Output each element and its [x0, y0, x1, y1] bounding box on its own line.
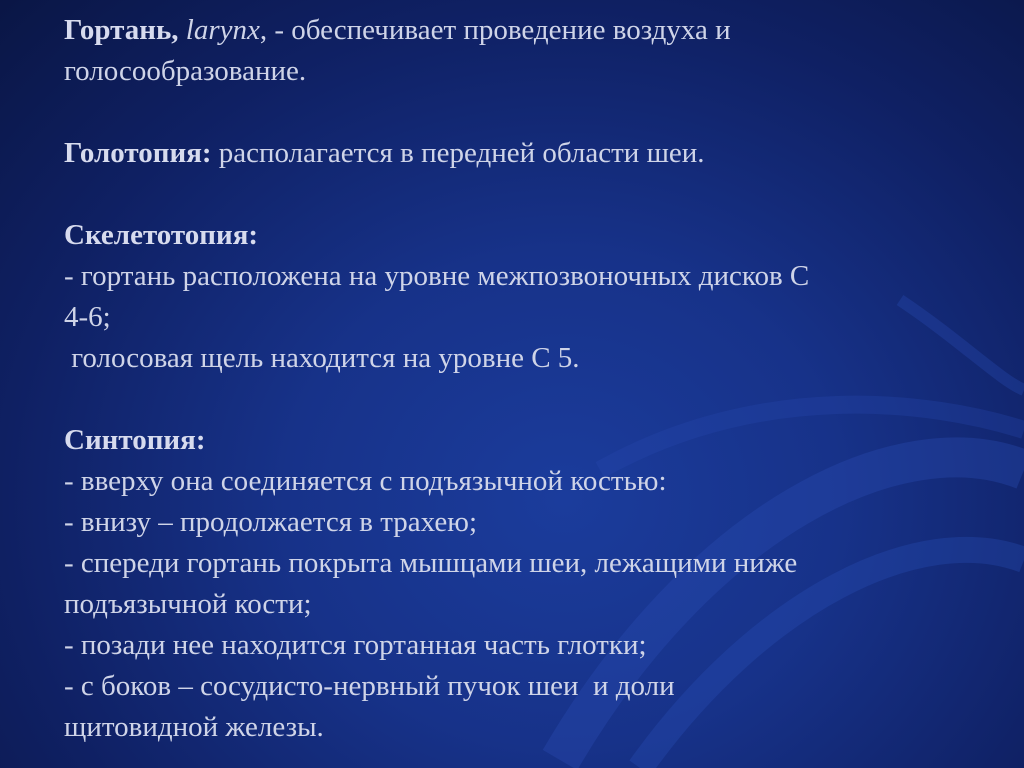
holotopy-heading: Голотопия:: [64, 137, 212, 169]
syntopy-line: подъязычной кости;: [64, 588, 312, 620]
intro-latin: larynx: [185, 14, 260, 46]
syntopy-line: - позади нее находится гортанная часть глотки;: [64, 629, 647, 661]
skeletotopy-line: - гортань расположена на уровне межпозвоночных дисков С: [64, 260, 810, 292]
holotopy-line: [64, 133, 964, 174]
intro-line-1: [64, 10, 964, 51]
intro-rest: , - обеспечивает проведение воздуха и: [259, 14, 731, 46]
syntopy-line: щитовидной железы.: [64, 711, 324, 743]
intro-line-2: голосообразование.: [64, 55, 307, 87]
intro-term: Гортань,: [64, 14, 179, 46]
skeletotopy-line: голосовая щель находится на уровне С 5.: [64, 342, 580, 374]
syntopy-line: - вверху она соединяется с подъязычной костью:: [64, 465, 667, 497]
skeletotopy-line: 4-6;: [64, 301, 111, 333]
syntopy-line: - внизу – продолжается в трахею;: [64, 506, 477, 538]
slide-text: [64, 10, 964, 748]
syntopy-line: - спереди гортань покрыта мышцами шеи, лежащими ниже: [64, 547, 798, 579]
syntopy-heading: Синтопия:: [64, 424, 206, 456]
syntopy-line: - с боков – сосудисто-нервный пучок шеи и доли: [64, 670, 675, 702]
holotopy-text: располагается в передней области шеи.: [211, 137, 705, 169]
skeletotopy-heading: Скелетотопия:: [64, 219, 259, 251]
